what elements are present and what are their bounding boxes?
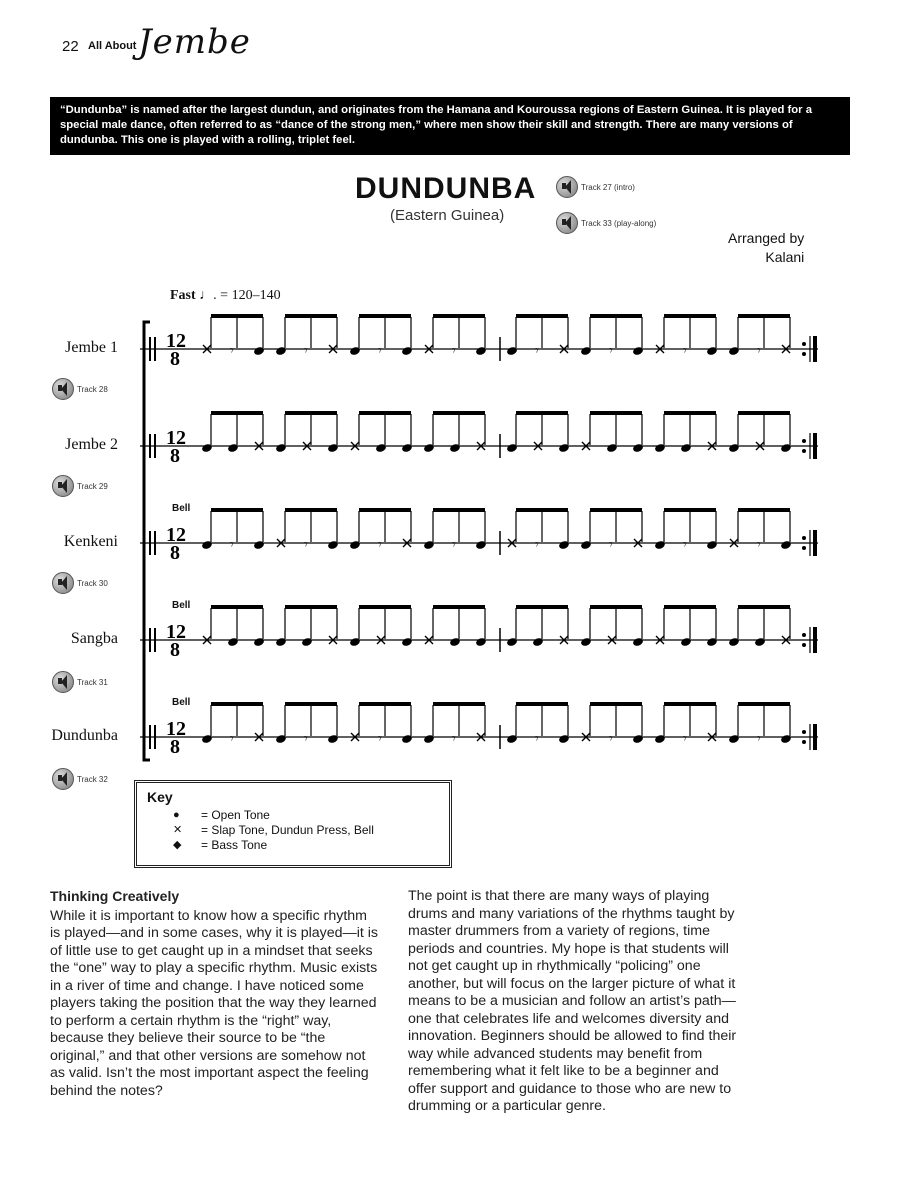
track-button[interactable]: Track 29 <box>52 475 108 497</box>
repeat-dot <box>802 439 806 443</box>
body-text: While it is important to know how a specific rhythm is played—and in some cases, why it is played—it is of little use to get caught up in a mindset that seeks the “one” way to play a specific rhythm. Music exists in a river of time and change. I have noticed some players taking the position that the way they learned to perform a certain rhythm is the “right” way, because they believe their source to be “the original,” and that other versions are somehow not as valid. Isn’t the most important aspect the feeling behind the notes? <box>50 907 379 1099</box>
track-playalong[interactable]: Track 33 (play-along) <box>556 212 656 234</box>
section-heading: Thinking Creatively <box>50 888 180 904</box>
note-beam <box>285 702 337 706</box>
note-beam <box>359 605 411 609</box>
eighth-rest: 𝄾 <box>304 343 308 359</box>
repeat-dot <box>802 546 806 550</box>
instrument-label: Dundunba <box>51 727 118 744</box>
time-signature-bottom: 8 <box>170 348 180 370</box>
eighth-rest: 𝄾 <box>609 537 613 553</box>
slap-tone-icon: ✕ <box>173 824 183 836</box>
note-beam <box>359 508 411 512</box>
eighth-rest: 𝄾 <box>683 343 687 359</box>
repeat-dot <box>802 730 806 734</box>
eighth-rest: 𝄾 <box>757 343 761 359</box>
eighth-rest: 𝄾 <box>757 537 761 553</box>
instrument-label: Sangba <box>70 630 118 647</box>
note-beam <box>211 605 263 609</box>
eighth-rest: 𝄾 <box>609 731 613 747</box>
note-beam <box>738 314 790 318</box>
note-beam <box>285 411 337 415</box>
time-signature-bottom: 8 <box>170 445 180 467</box>
note-beam <box>590 314 642 318</box>
repeat-dot <box>802 740 806 744</box>
eighth-rest: 𝄾 <box>230 343 234 359</box>
dotted-quarter-icon: ♩. <box>199 288 217 303</box>
eighth-rest: 𝄾 <box>535 731 539 747</box>
repeat-dot <box>802 536 806 540</box>
repeat-dot <box>802 342 806 346</box>
right-column <box>408 888 738 1116</box>
note-beam <box>516 605 568 609</box>
note-beam <box>664 411 716 415</box>
note-beam <box>590 411 642 415</box>
track-intro[interactable]: Track 27 (intro) <box>556 176 635 198</box>
key-title: Key <box>147 789 173 805</box>
note-beam <box>738 605 790 609</box>
time-signature-top: 12 <box>166 621 186 643</box>
arranged-by: Arranged by Kalani <box>728 230 805 265</box>
page-number: 22 <box>62 38 79 55</box>
eighth-rest: 𝄾 <box>452 343 456 359</box>
note-beam <box>590 702 642 706</box>
note-beam <box>285 508 337 512</box>
intro-banner: “Dundunba” is named after the largest dundun, and originates from the Hamana and Kouroussa regions of Eastern Guinea. It is played for a special male dance, often referred to as “dance of the strong men,” where men show their skill and strength. There are many versions of dundunba. This one is played with a rolling, triplet feel. <box>50 97 850 155</box>
key-row: ● = Open Tone <box>173 808 270 822</box>
bell-label: Bell <box>172 503 191 514</box>
key-box <box>134 780 452 868</box>
eighth-rest: 𝄾 <box>757 731 761 747</box>
note-beam <box>285 605 337 609</box>
note-beam <box>738 508 790 512</box>
note-beam <box>211 508 263 512</box>
note-beam <box>433 411 485 415</box>
note-beam <box>664 605 716 609</box>
repeat-dot <box>802 449 806 453</box>
note-beam <box>211 411 263 415</box>
eighth-rest: 𝄾 <box>683 731 687 747</box>
eighth-rest: 𝄾 <box>378 537 382 553</box>
song-subtitle: (Eastern Guinea) <box>390 207 505 224</box>
note-beam <box>433 605 485 609</box>
track-button[interactable]: Track 31 <box>52 671 108 693</box>
instrument-label: Jembe 1 <box>65 339 118 356</box>
time-signature-bottom: 8 <box>170 736 180 758</box>
time-signature-bottom: 8 <box>170 639 180 661</box>
brand-title: Jembe <box>138 22 251 62</box>
note-beam <box>664 508 716 512</box>
time-signature-top: 12 <box>166 718 186 740</box>
note-beam <box>433 314 485 318</box>
eighth-rest: 𝄾 <box>304 537 308 553</box>
bass-tone-icon: ◆ <box>173 839 182 851</box>
note-beam <box>738 411 790 415</box>
open-tone-icon: ● <box>173 809 180 821</box>
eighth-rest: 𝄾 <box>378 731 382 747</box>
key-row: ◆ = Bass Tone <box>173 838 268 852</box>
note-beam <box>359 314 411 318</box>
eighth-rest: 𝄾 <box>452 731 456 747</box>
eighth-rest: 𝄾 <box>683 537 687 553</box>
note-beam <box>590 508 642 512</box>
body-text: The point is that there are many ways of playing drums and many variations of the rhythms taught by master drummers from a variety of regions, time periods and countries. My hope is that students will not get caught up in rhythmically “policing” one another, but will focus on the larger picture of what it means to be a musician and follow an artist’s path—one that celebrates life and welcomes diversity and innovation. Beginners should be allowed to find their way while advanced students may benefit from remembering what it felt like to be a beginner and offer support and guidance to those who are new to drumming or a particular genre. <box>408 888 737 1114</box>
repeat-dot <box>802 633 806 637</box>
track-button[interactable]: Track 32 <box>52 768 108 790</box>
note-beam <box>359 411 411 415</box>
left-column <box>50 888 380 1100</box>
eighth-rest: 𝄾 <box>535 343 539 359</box>
time-signature-top: 12 <box>166 330 186 352</box>
note-beam <box>516 702 568 706</box>
song-title: DUNDUNBA <box>355 172 537 205</box>
repeat-dot <box>802 352 806 356</box>
bell-label: Bell <box>172 697 191 708</box>
note-beam <box>285 314 337 318</box>
note-beam <box>516 411 568 415</box>
eighth-rest: 𝄾 <box>304 731 308 747</box>
note-beam <box>211 702 263 706</box>
time-signature-bottom: 8 <box>170 542 180 564</box>
brand-prefix: All About <box>88 40 137 52</box>
note-beam <box>664 314 716 318</box>
note-beam <box>738 702 790 706</box>
note-beam <box>211 314 263 318</box>
note-beam <box>433 702 485 706</box>
eighth-rest: 𝄾 <box>452 537 456 553</box>
instrument-label: Kenkeni <box>63 533 118 550</box>
time-signature-top: 12 <box>166 524 186 546</box>
bell-label: Bell <box>172 600 191 611</box>
note-beam <box>359 702 411 706</box>
note-beam <box>516 508 568 512</box>
tempo-marking: Fast ♩. = 120–140 <box>170 288 281 303</box>
eighth-rest: 𝄾 <box>378 343 382 359</box>
track-button[interactable]: Track 30 <box>52 572 108 594</box>
note-beam <box>433 508 485 512</box>
note-beam <box>590 605 642 609</box>
repeat-dot <box>802 643 806 647</box>
eighth-rest: 𝄾 <box>535 537 539 553</box>
note-beam <box>516 314 568 318</box>
track-button[interactable]: Track 28 <box>52 378 108 400</box>
eighth-rest: 𝄾 <box>609 343 613 359</box>
instrument-label: Jembe 2 <box>65 436 118 453</box>
eighth-rest: 𝄾 <box>230 731 234 747</box>
eighth-rest: 𝄾 <box>230 537 234 553</box>
time-signature-top: 12 <box>166 427 186 449</box>
key-row: ✕ = Slap Tone, Dundun Press, Bell <box>173 823 374 837</box>
note-beam <box>664 702 716 706</box>
